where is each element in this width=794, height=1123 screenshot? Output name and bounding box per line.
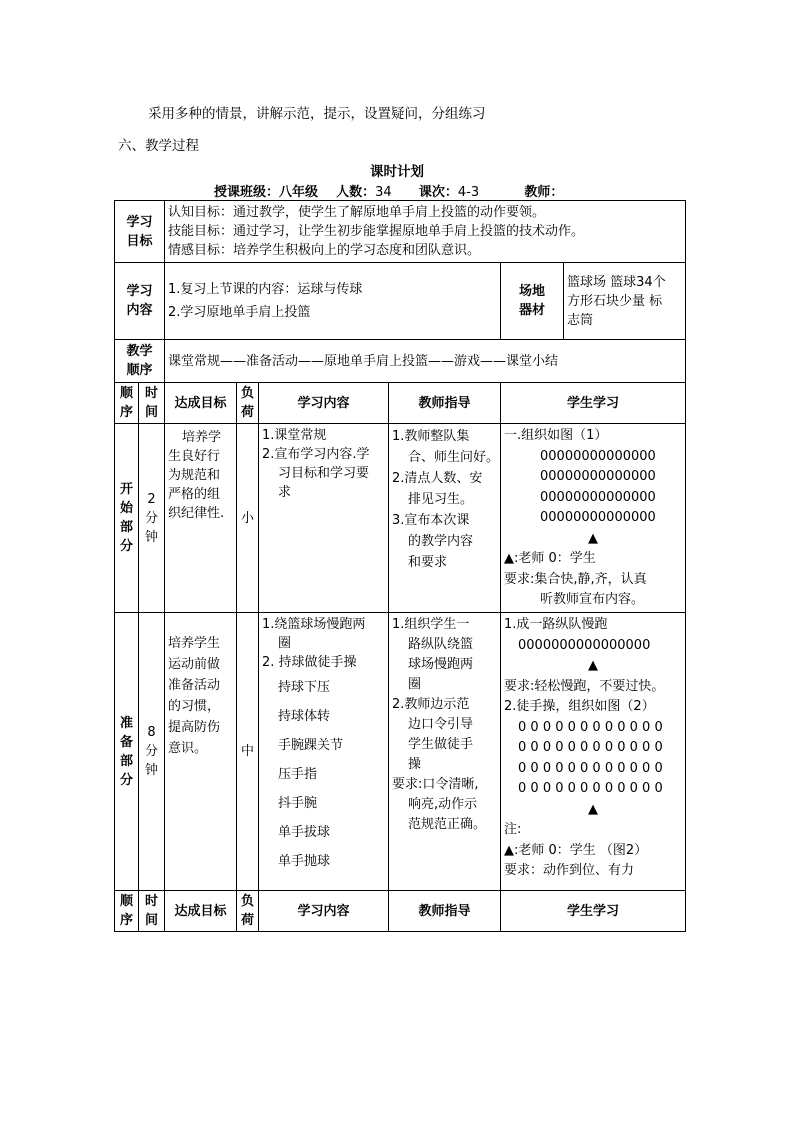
prep-legend: ▲:老师 0：学生 （图2） <box>504 842 648 858</box>
formation-row: 00000000000000 <box>540 448 656 464</box>
content-header-1: 学习 <box>126 284 153 299</box>
sequence-header-1: 教学 <box>126 344 153 359</box>
prep-student <box>501 613 686 891</box>
goal-cognitive: 认知目标：通过教学，使学生了解原地单手肩上投篮的动作要领。 <box>168 205 546 220</box>
col-load: 负 荷 <box>237 891 259 932</box>
lesson-value: 4-3 <box>457 185 480 200</box>
teacher-label: 教师： <box>524 185 564 200</box>
content-header-2: 内容 <box>126 303 153 318</box>
col-guidance: 教师指导 <box>389 383 501 424</box>
start-section-row <box>115 424 686 613</box>
start-legend: ▲:老师 0：学生 <box>504 551 596 566</box>
formation-row: 00000000000000 <box>540 469 656 484</box>
venue-cell <box>564 263 686 340</box>
start-student-title: 一.组织如图（1） <box>504 428 608 443</box>
content-header <box>115 263 165 340</box>
venue-line-2: 方形石块少量 标 <box>567 293 663 309</box>
formation-row: 0000000000000000 <box>518 637 651 653</box>
prep-section-row <box>115 613 686 891</box>
venue-header <box>501 263 564 340</box>
formation-row: 0 0 0 0 0 0 0 0 0 0 0 0 <box>518 740 663 755</box>
column-header-row-repeat <box>115 891 686 932</box>
col-time: 时 间 <box>139 891 165 932</box>
formation-row: 0 0 0 0 0 0 0 0 0 0 0 0 <box>518 760 663 776</box>
venue-line-1: 篮球场 篮球34个 <box>567 274 666 290</box>
prep-student-l1: 1.成一路纵队慢跑 <box>504 617 608 632</box>
goals-header-1: 学习 <box>126 214 153 230</box>
col-student: 学生学习 <box>501 383 686 424</box>
content-row <box>115 263 686 340</box>
start-req-1: 要求:集合快,静,齐，认真 <box>504 571 647 587</box>
plan-subtitle <box>214 181 563 200</box>
prep-req-1: 要求:轻松慢跑，不要过快。 <box>504 678 665 694</box>
teacher-triangle-icon: ▲ <box>588 530 599 546</box>
col-guidance: 教师指导 <box>389 891 501 932</box>
sequence-header-2: 顺序 <box>126 363 153 378</box>
goal-skill: 技能目标：通过学习，让学生初步能掌握原地单手肩上投篮的技术动作。 <box>168 224 585 239</box>
method-text: 采用多种的情景，讲解示范，提示，设置疑问，分组练习 <box>148 106 486 122</box>
prep-time: 8 分 钟 <box>139 613 165 891</box>
sequence-row <box>115 340 686 383</box>
formation-row: 00000000000000 <box>540 489 656 505</box>
prep-req-2: 要求：动作到位、有力 <box>504 863 635 878</box>
sequence-text: 课堂常规——准备活动——原地单手肩上投篮——游戏——课堂小结 <box>165 340 686 383</box>
col-content: 学习内容 <box>259 383 389 424</box>
section-heading: 六、教学过程 <box>118 138 199 154</box>
formation-row: 0 0 0 0 0 0 0 0 0 0 0 0 <box>518 719 663 735</box>
col-goal: 达成目标 <box>165 891 237 932</box>
lesson-label: 课次： <box>418 185 458 200</box>
start-guidance: 1.教师整队集 合、师生问好。 2.清点人数、安 排见习生。 3.宣布本次课 的教学内容 和要求 <box>389 424 501 613</box>
start-load: 小 <box>237 424 259 613</box>
start-time: 2 分 钟 <box>139 424 165 613</box>
sequence-header <box>115 340 165 383</box>
col-content: 学习内容 <box>259 891 389 932</box>
col-load: 负 荷 <box>237 383 259 424</box>
prep-student-l2: 2.徒手操，组织如图（2） <box>504 699 655 714</box>
column-header-row <box>115 383 686 424</box>
col-order: 顺 序 <box>115 891 139 932</box>
goal-affective: 情感目标：培养学生积极向上的学习态度和团队意识。 <box>168 243 481 258</box>
col-time: 时 间 <box>139 383 165 424</box>
teacher-triangle-icon: ▲ <box>588 801 599 817</box>
goals-header <box>115 201 165 263</box>
goals-row <box>115 201 686 263</box>
goals-cell <box>165 201 686 263</box>
prep-section-label: 准 备 部 分 <box>115 613 139 891</box>
prep-note: 注: <box>504 822 522 837</box>
col-student: 学生学习 <box>501 891 686 932</box>
start-student <box>501 424 686 613</box>
start-section-label: 开 始 部 分 <box>115 424 139 613</box>
start-goal: 培养学 生良好行 为规范和 严格的组 织纪律性. <box>165 424 237 613</box>
count-value: 34 <box>375 185 392 200</box>
venue-line-3: 志筒 <box>567 312 594 328</box>
start-content: 1.课堂常规 2.宣布学习内容.学 习目标和学习要 求 <box>259 424 389 613</box>
class-value: 八年级 <box>279 185 319 200</box>
prep-goal: 培养学生 运动前做 准备活动 的习惯， 提高防伤 意识。 <box>165 613 237 891</box>
prep-guidance: 1.组织学生一 路纵队绕篮 球场慢跑两 圈 2.教师边示范 边口令引导 学生做徒手 操 要求:口令清晰, 响亮,动作示 范规范正确。 <box>389 613 501 891</box>
content-item-2: 2.学习原地单手肩上投篮 <box>168 305 311 320</box>
teacher-triangle-icon: ▲ <box>588 658 599 673</box>
content-cell <box>165 263 501 340</box>
start-req-2: 听教师宣布内容。 <box>540 592 645 607</box>
lesson-plan-table <box>114 200 686 932</box>
formation-row: 00000000000000 <box>540 510 656 525</box>
formation-row: 0 0 0 0 0 0 0 0 0 0 0 0 <box>518 781 663 796</box>
col-order: 顺 序 <box>115 383 139 424</box>
goals-header-2: 目标 <box>126 233 153 249</box>
count-label: 人数： <box>336 185 376 200</box>
col-goal: 达成目标 <box>165 383 237 424</box>
class-label: 授课班级： <box>214 185 280 200</box>
prep-load: 中 <box>237 613 259 891</box>
venue-header-1: 场地 <box>519 284 546 299</box>
prep-content: 1.绕篮球场慢跑两 圈 2. 持球做徒手操 持球下压 持球体转 手腕踝关节 压手指 抖手腕 单手拔球 单手抛球 <box>259 613 389 891</box>
plan-title: 课时计划 <box>370 164 424 180</box>
venue-header-2: 器材 <box>519 303 546 318</box>
content-item-1: 1.复习上节课的内容：运球与传球 <box>168 282 363 297</box>
